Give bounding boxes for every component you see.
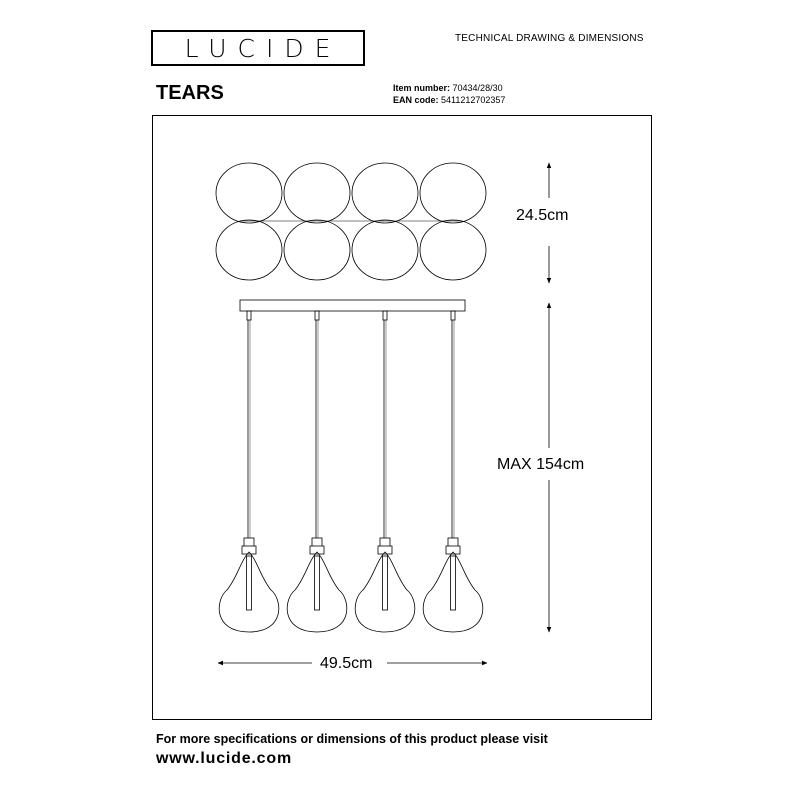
product-name: TEARS: [156, 82, 224, 104]
pendant: [219, 311, 279, 632]
top-view-shade: [284, 220, 350, 280]
bulb-filament: [451, 556, 456, 610]
top-view-shade: [352, 163, 418, 223]
pendant: [355, 311, 415, 632]
pendant-hook: [315, 311, 319, 320]
top-view-height-label: 24.5cm: [516, 207, 569, 224]
bulb-filament: [383, 556, 388, 610]
ceiling-canopy: [240, 300, 465, 311]
ean-value: 5411212702357: [441, 95, 506, 105]
pendant-hook: [383, 311, 387, 320]
pendant-socket: [242, 546, 256, 554]
pendant-socket: [378, 546, 392, 554]
logo-text: LUCIDE: [184, 33, 342, 63]
pendant: [423, 311, 483, 632]
pendant-socket: [446, 546, 460, 554]
pendant: [287, 311, 347, 632]
pendant-socket: [310, 546, 324, 554]
ean-label: EAN code:: [393, 95, 439, 105]
top-view-shade: [284, 163, 350, 223]
item-number-label: Item number:: [393, 83, 451, 93]
top-view-shade: [420, 163, 486, 223]
bulb-filament: [315, 556, 320, 610]
top-view-shade: [216, 220, 282, 280]
pendants: [219, 311, 483, 632]
bulb-filament: [247, 556, 252, 610]
pendant-hook: [247, 311, 251, 320]
footer-note: For more specifications or dimensions of this product please visit: [156, 732, 548, 746]
top-view: [216, 163, 486, 280]
item-number-value: 70434/28/30: [452, 83, 503, 93]
top-view-shade: [216, 163, 282, 223]
top-view-shade: [420, 220, 486, 280]
top-view-shade: [352, 220, 418, 280]
pendant-hook: [451, 311, 455, 320]
width-label: 49.5cm: [320, 655, 373, 672]
footer-url[interactable]: www.lucide.com: [156, 750, 292, 767]
section-title: TECHNICAL DRAWING & DIMENSIONS: [455, 33, 644, 44]
height-label: MAX 154cm: [497, 456, 585, 473]
